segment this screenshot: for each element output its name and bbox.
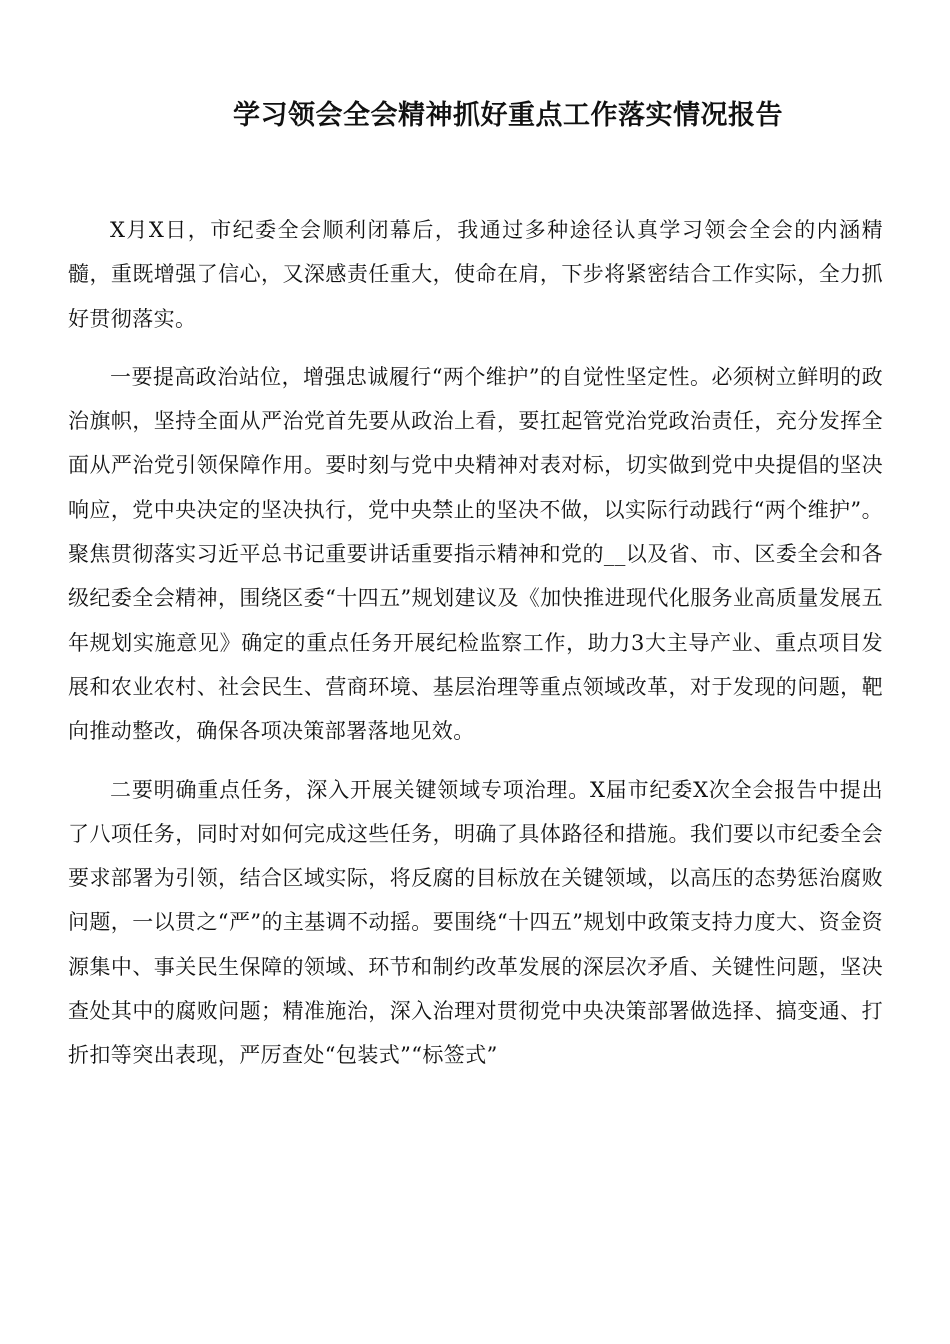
document-title: 学习领会全会精神抓好重点工作落实情况报告 [233, 100, 783, 131]
paragraph-point-one: 一要提高政治站位，增强忠诚履行“两个维护”的自觉性坚定性。必须树立鲜明的政治旗帜，坚持全面从严治党首先要从政治上看，要扛起管党治党政治责任，充分发挥全面从严治党引领保障作用。要时刻与党中央精神对表对标，切实做到党中央提倡的坚决响应，党中央决定的坚决执行，党中央禁止的坚决不做，以实际行动践行“两个维护”。聚焦贯彻落实习近平总书记重要讲话重要指示精神和党的__以及省、市、区委全会和各级纪委全会精神，围绕区委“十四五”规划建议及《加快推进现代化服务业高质量发展五年规划实施意见》确定的重点任务开展纪检监察工作，助力3大主导产业、重点项目发展和农业农村、社会民生、营商环境、基层治理等重点领域改革，对于发现的问题，靶向推动整改，确保各项决策部署落地见效。 [68, 364, 883, 744]
paragraph-intro: X月X日，市纪委全会顺利闭幕后，我通过多种途径认真学习领会全会的内涵精髓，重既增强了信心，又深感责任重大，使命在肩，下步将紧密结合工作实际，全力抓好贯彻落实。 [68, 218, 883, 331]
document-body [68, 208, 883, 1092]
paragraph-point-two: 二要明确重点任务，深入开展关键领域专项治理。X届市纪委X次全会报告中提出了八项任务，同时对如何完成这些任务，明确了具体路径和措施。我们要以市纪委全会要求部署为引领，结合区域实际，将反腐的目标放在关键领域，以高压的态势惩治腐败问题，一以贯之“严”的主基调不动摇。要围绕“十四五”规划中政策支持力度大、资金资源集中、事关民生保障的领域、环节和制约改革发展的深层次矛盾、关键性问题，坚决查处其中的腐败问题；精准施治，深入治理对贯彻党中央决策部署做选择、搞变通、打折扣等突出表现，严厉查处“包装式”“标签式” [68, 777, 883, 1068]
